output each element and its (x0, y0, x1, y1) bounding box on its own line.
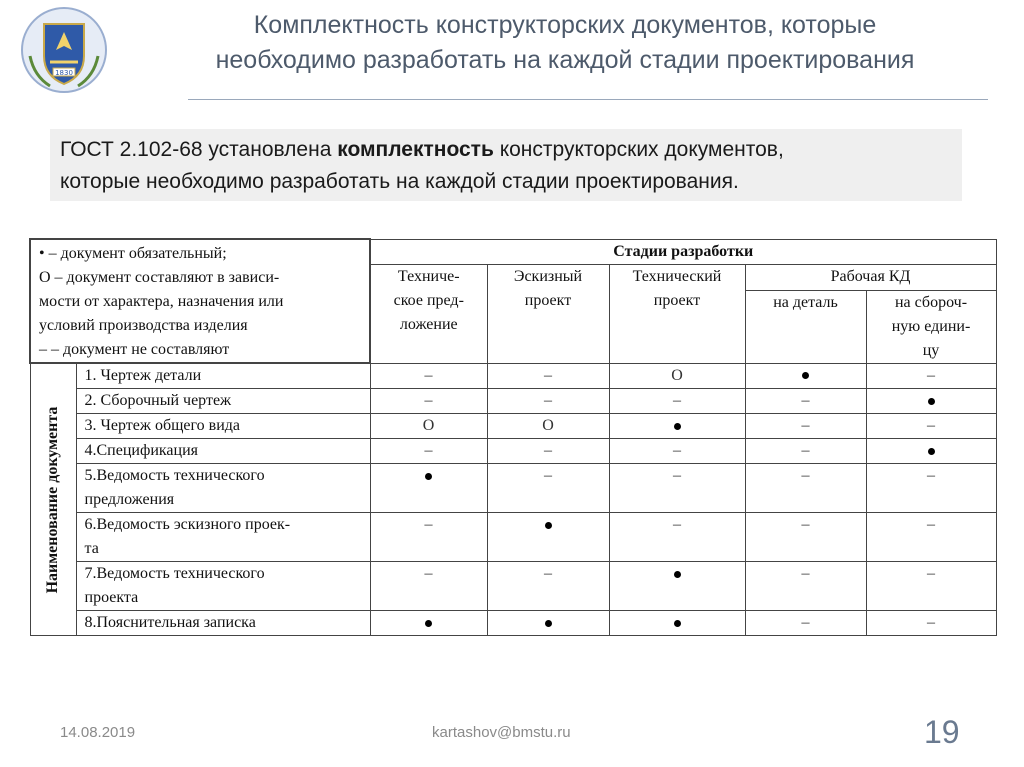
stage-cell (866, 389, 996, 414)
mandatory-dot (674, 620, 681, 627)
stage-cell: – (609, 464, 745, 513)
table-row (30, 464, 996, 513)
slide-title-line2: необходимо разработать на каждой стадии проектирования (215, 46, 915, 74)
stage-cell: – (866, 611, 996, 636)
legend-cell (30, 239, 370, 363)
stages-header: Стадии разработки (370, 239, 996, 264)
stage-col-header: Эскизный проект (487, 264, 609, 363)
legend-line: мости от характера, назначения или (39, 293, 284, 310)
title-divider (188, 99, 988, 100)
mandatory-dot (928, 448, 935, 455)
intro-text-box (50, 129, 962, 201)
page-number: 19 (924, 714, 960, 750)
vertical-label-cell (30, 363, 76, 636)
stage-cell: – (609, 389, 745, 414)
stage-cell: – (745, 513, 866, 562)
stage-cell: – (745, 414, 866, 439)
table-row (30, 414, 996, 439)
stage-cell: – (487, 464, 609, 513)
table-row (30, 562, 996, 611)
mandatory-dot (425, 473, 432, 480)
document-name: 8.Пояснительная записка (76, 611, 370, 636)
vertical-label: Наименование документа (44, 406, 61, 593)
document-name: 7.Ведомость технического проекта (76, 562, 370, 611)
stage-cell (370, 611, 487, 636)
mandatory-dot (425, 620, 432, 627)
stage-cell (487, 611, 609, 636)
table-row (30, 611, 996, 636)
stage-cell: – (745, 439, 866, 464)
stage-cell: – (745, 611, 866, 636)
mandatory-dot (545, 522, 552, 529)
table-row (30, 389, 996, 414)
legend-line: – – документ не составляют (39, 341, 230, 358)
intro-part2: конструкторских документов, (493, 138, 784, 161)
intro-bold: комплектность (337, 138, 494, 161)
stage-cell: О (609, 363, 745, 389)
stage-cell (609, 611, 745, 636)
document-name: 2. Сборочный чертеж (76, 389, 370, 414)
stage-cell (487, 513, 609, 562)
work-col-header: на деталь (745, 290, 866, 363)
intro-part1: ГОСТ 2.102-68 установлена (60, 138, 338, 161)
stage-cell: – (745, 389, 866, 414)
stage-cell (609, 414, 745, 439)
mandatory-dot (802, 372, 809, 379)
mandatory-dot (674, 423, 681, 430)
intro-line1 (60, 134, 952, 166)
legend-line: • – документ обязательный; (39, 245, 227, 262)
stage-cell: – (370, 562, 487, 611)
document-name: 6.Ведомость эскизного проек- та (76, 513, 370, 562)
slide-title (120, 8, 1010, 78)
slide-title-line1: Комплектность конструкторских документов, которые (253, 11, 877, 39)
university-emblem-logo (20, 6, 108, 94)
stage-cell: – (487, 363, 609, 389)
documents-table (29, 238, 997, 636)
stage-cell (745, 363, 866, 389)
stage-cell: – (866, 562, 996, 611)
stage-cell: – (745, 562, 866, 611)
stage-cell: – (487, 389, 609, 414)
footer-date: 14.08.2019 (60, 724, 136, 741)
stage-cell (370, 464, 487, 513)
stage-cell (609, 562, 745, 611)
stage-cell: О (487, 414, 609, 439)
stage-cell: – (370, 363, 487, 389)
mandatory-dot (545, 620, 552, 627)
stage-cell: – (866, 513, 996, 562)
stage-cell: – (370, 513, 487, 562)
stage-cell: О (370, 414, 487, 439)
stage-cell: – (745, 464, 866, 513)
stage-col-header: Техниче- ское пред- ложение (370, 264, 487, 363)
document-name: 4.Спецификация (76, 439, 370, 464)
table-row (30, 439, 996, 464)
table-row (30, 363, 996, 389)
stage-cell: – (866, 363, 996, 389)
legend-line: О – документ составляют в зависи- (39, 269, 280, 286)
document-name: 5.Ведомость технического предложения (76, 464, 370, 513)
stage-cell: – (487, 562, 609, 611)
table-row (30, 513, 996, 562)
footer-email: kartashov@bmstu.ru (432, 724, 571, 741)
stage-cell: – (866, 414, 996, 439)
work-kd-header: Рабочая КД (745, 264, 996, 290)
stage-cell (866, 439, 996, 464)
stage-cell: – (487, 439, 609, 464)
intro-line2: которые необходимо разработать на каждой стадии проектирования. (60, 170, 739, 193)
document-name: 3. Чертеж общего вида (76, 414, 370, 439)
work-col-header: на сбороч- ную едини- цу (866, 290, 996, 363)
stage-cell: – (609, 439, 745, 464)
stage-cell: – (866, 464, 996, 513)
mandatory-dot (674, 571, 681, 578)
stage-cell: – (609, 513, 745, 562)
stage-col-header: Технический проект (609, 264, 745, 363)
stage-cell: – (370, 439, 487, 464)
legend-line: условий производства изделия (39, 317, 248, 334)
document-name: 1. Чертеж детали (76, 363, 370, 389)
logo-year: 1830 (55, 69, 73, 77)
stage-cell: – (370, 389, 487, 414)
mandatory-dot (928, 398, 935, 405)
